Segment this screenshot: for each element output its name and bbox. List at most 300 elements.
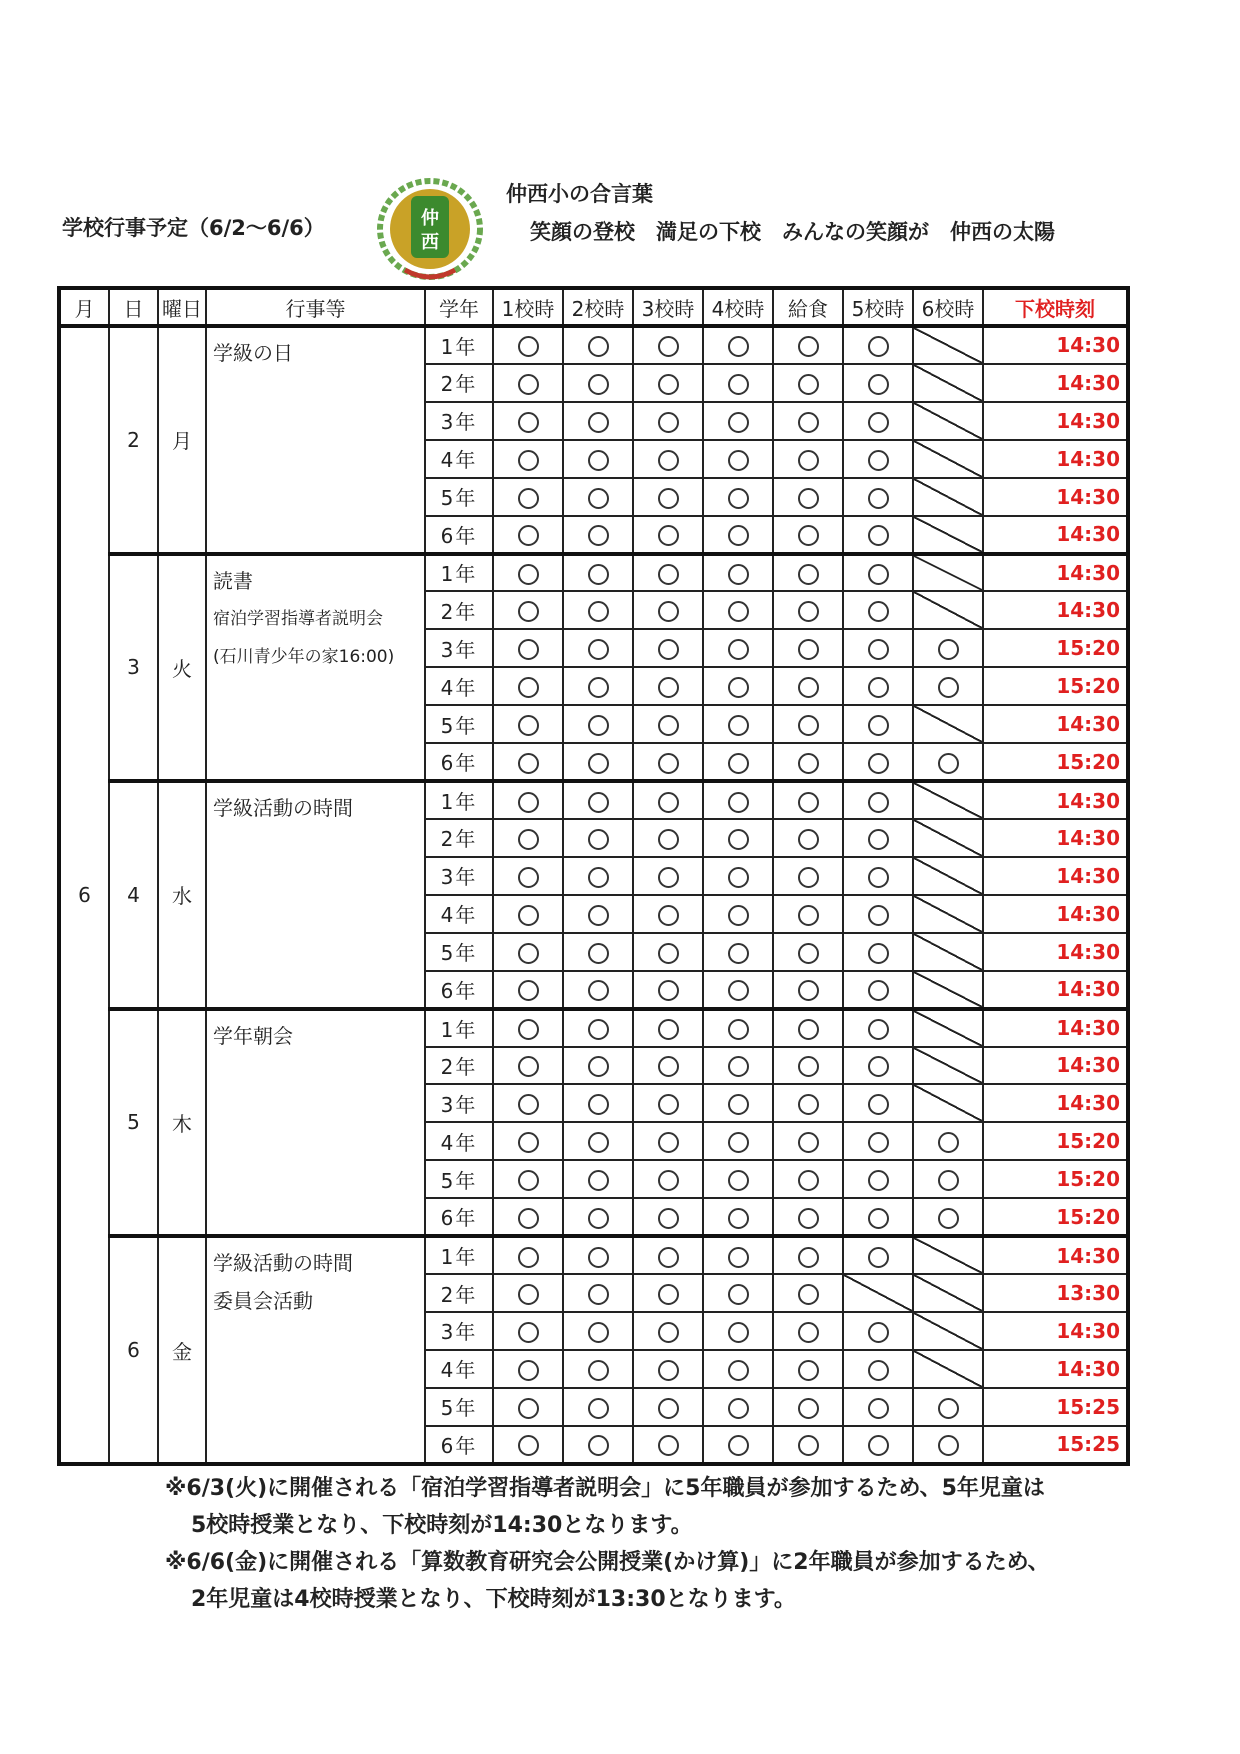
grade-cell: 6年: [425, 1426, 493, 1464]
circle-mark: [588, 564, 609, 585]
period5-cell: [843, 667, 913, 705]
period6-cell: [913, 1160, 983, 1198]
period-cell: [703, 1350, 773, 1388]
circle-mark: [798, 980, 819, 1001]
circle-mark: [938, 1208, 959, 1229]
period-cell: [773, 781, 843, 819]
dismissal-time-cell: 14:30: [983, 364, 1128, 402]
circle-mark: [658, 450, 679, 471]
circle-mark: [588, 525, 609, 546]
dismissal-time-cell: 14:30: [983, 591, 1128, 629]
period-cell: [773, 516, 843, 554]
period-cell: [773, 895, 843, 933]
period6-cell: [913, 629, 983, 667]
note-1-line-1: ※6/3(火)に開催される「宿泊学習指導者説明会」に5年職員が参加するため、5年児童は: [165, 1476, 1045, 1501]
circle-mark: [798, 525, 819, 546]
circle-mark: [798, 1132, 819, 1153]
circle-mark: [868, 943, 889, 964]
circle-mark: [728, 867, 749, 888]
period-cell: [493, 971, 563, 1009]
circle-mark: [798, 374, 819, 395]
period5-cell: [843, 554, 913, 592]
circle-mark: [588, 1170, 609, 1191]
period-cell: [703, 1312, 773, 1350]
period-cell: [703, 819, 773, 857]
dismissal-time-cell: 14:30: [983, 781, 1128, 819]
period6-cell: [913, 1426, 983, 1464]
period5-cell: [843, 1084, 913, 1122]
period-cell: [493, 1426, 563, 1464]
period6-cell: [913, 1198, 983, 1236]
dismissal-time-cell: 15:20: [983, 1198, 1128, 1236]
circle-mark: [588, 336, 609, 357]
circle-mark: [798, 943, 819, 964]
circle-mark: [728, 450, 749, 471]
col-header-2: 曜日: [158, 288, 206, 326]
circle-mark: [518, 336, 539, 357]
period-cell: [703, 516, 773, 554]
circle-mark: [798, 1360, 819, 1381]
date-cell: 2: [109, 326, 158, 554]
circle-mark: [658, 601, 679, 622]
period5-cell: [843, 819, 913, 857]
circle-mark: [728, 943, 749, 964]
circle-mark: [798, 715, 819, 736]
period-cell: [563, 819, 633, 857]
period-cell: [493, 857, 563, 895]
period-cell: [773, 1122, 843, 1160]
circle-mark: [938, 1170, 959, 1191]
period6-cell-none: [913, 554, 983, 592]
circle-mark: [588, 374, 609, 395]
period-cell: [633, 705, 703, 743]
table-row: [59, 326, 1128, 364]
circle-mark: [518, 1322, 539, 1343]
period-cell: [493, 1312, 563, 1350]
period6-cell-none: [913, 1009, 983, 1047]
period-cell: [563, 1426, 633, 1464]
period6-cell: [913, 1122, 983, 1160]
circle-mark: [658, 1019, 679, 1040]
circle-mark: [658, 1398, 679, 1419]
circle-mark: [518, 601, 539, 622]
period-cell: [633, 667, 703, 705]
period-cell: [633, 1009, 703, 1047]
period5-cell: [843, 1388, 913, 1426]
circle-mark: [518, 1170, 539, 1191]
circle-mark: [658, 715, 679, 736]
circle-mark: [728, 525, 749, 546]
event-text: 学級の日: [213, 341, 293, 365]
circle-mark: [518, 488, 539, 509]
circle-mark: [868, 639, 889, 660]
period-cell: [633, 1198, 703, 1236]
grade-cell: 5年: [425, 478, 493, 516]
period-cell: [703, 1047, 773, 1085]
circle-mark: [518, 829, 539, 850]
circle-mark: [868, 829, 889, 850]
table-row: [59, 1236, 1128, 1274]
period6-cell: [913, 1388, 983, 1426]
event-text: 読書: [213, 568, 253, 593]
period-cell: [773, 478, 843, 516]
circle-mark: [938, 677, 959, 698]
period-cell: [703, 326, 773, 364]
period-cell: [773, 554, 843, 592]
grade-cell: 2年: [425, 591, 493, 629]
period-cell: [703, 440, 773, 478]
circle-mark: [868, 564, 889, 585]
circle-mark: [588, 792, 609, 813]
circle-mark: [518, 1398, 539, 1419]
circle-mark: [868, 1170, 889, 1191]
circle-mark: [658, 1435, 679, 1456]
table-row: [59, 554, 1128, 592]
grade-cell: 2年: [425, 1047, 493, 1085]
circle-mark: [798, 1247, 819, 1268]
col-header-5: 1校時: [493, 288, 563, 326]
circle-mark: [728, 639, 749, 660]
dismissal-time-cell: 14:30: [983, 705, 1128, 743]
period-cell: [773, 1236, 843, 1274]
circle-mark: [728, 336, 749, 357]
period-cell: [773, 667, 843, 705]
event-text: 委員会活動: [213, 1289, 313, 1314]
period-cell: [633, 326, 703, 364]
circle-mark: [728, 1360, 749, 1381]
period-cell: [633, 402, 703, 440]
period-cell: [633, 1047, 703, 1085]
grade-cell: 1年: [425, 1236, 493, 1274]
circle-mark: [798, 1019, 819, 1040]
circle-mark: [658, 980, 679, 1001]
circle-mark: [588, 1094, 609, 1115]
period5-cell: [843, 857, 913, 895]
period-cell: [703, 667, 773, 705]
grade-cell: 3年: [425, 1084, 493, 1122]
circle-mark: [658, 564, 679, 585]
circle-mark: [728, 1170, 749, 1191]
period5-cell: [843, 1047, 913, 1085]
period5-cell-none: [843, 1274, 913, 1312]
circle-mark: [868, 1019, 889, 1040]
period-cell: [563, 1388, 633, 1426]
period-cell: [493, 364, 563, 402]
period6-cell-none: [913, 516, 983, 554]
circle-mark: [868, 867, 889, 888]
period-cell: [633, 554, 703, 592]
grade-cell: 2年: [425, 1274, 493, 1312]
period6-cell-none: [913, 1236, 983, 1274]
circle-mark: [518, 677, 539, 698]
circle-mark: [518, 525, 539, 546]
circle-mark: [728, 1247, 749, 1268]
period5-cell: [843, 591, 913, 629]
circle-mark: [588, 715, 609, 736]
period6-cell-none: [913, 781, 983, 819]
dismissal-time-cell: 14:30: [983, 933, 1128, 971]
period-cell: [773, 743, 843, 781]
period-cell: [493, 554, 563, 592]
circle-mark: [798, 1322, 819, 1343]
period-cell: [493, 1047, 563, 1085]
period-cell: [773, 1198, 843, 1236]
period-cell: [563, 1084, 633, 1122]
dismissal-time-cell: 14:30: [983, 1009, 1128, 1047]
period-cell: [493, 1160, 563, 1198]
period-cell: [773, 1047, 843, 1085]
col-header-0: 月: [59, 288, 109, 326]
grade-cell: 4年: [425, 440, 493, 478]
period6-cell-none: [913, 1084, 983, 1122]
circle-mark: [588, 905, 609, 926]
period-cell: [773, 364, 843, 402]
circle-mark: [868, 488, 889, 509]
period-cell: [563, 478, 633, 516]
period-cell: [703, 402, 773, 440]
schedule-table: [57, 286, 1130, 1466]
date-cell: 5: [109, 1009, 158, 1237]
circle-mark: [938, 753, 959, 774]
circle-mark: [518, 374, 539, 395]
table-body: [59, 326, 1128, 1464]
dismissal-time-cell: 14:30: [983, 402, 1128, 440]
period-cell: [493, 933, 563, 971]
period-cell: [493, 1198, 563, 1236]
circle-mark: [868, 525, 889, 546]
period6-cell: [913, 667, 983, 705]
period6-cell-none: [913, 591, 983, 629]
circle-mark: [728, 1208, 749, 1229]
circle-mark: [728, 1322, 749, 1343]
circle-mark: [798, 450, 819, 471]
event-cell: [206, 554, 425, 782]
period-cell: [633, 1236, 703, 1274]
col-header-7: 3校時: [633, 288, 703, 326]
grade-cell: 4年: [425, 1122, 493, 1160]
period-cell: [493, 1350, 563, 1388]
event-cell: [206, 1009, 425, 1237]
grade-cell: 6年: [425, 516, 493, 554]
circle-mark: [798, 601, 819, 622]
grade-cell: 4年: [425, 895, 493, 933]
event-cell: [206, 1236, 425, 1464]
circle-mark: [588, 943, 609, 964]
period-cell: [773, 1009, 843, 1047]
period-cell: [633, 1084, 703, 1122]
period5-cell: [843, 478, 913, 516]
period-cell: [563, 1236, 633, 1274]
period-cell: [633, 857, 703, 895]
circle-mark: [518, 639, 539, 660]
event-cell: [206, 326, 425, 554]
period6-cell-none: [913, 326, 983, 364]
period-cell: [563, 1160, 633, 1198]
circle-mark: [868, 601, 889, 622]
period-cell: [773, 1084, 843, 1122]
circle-mark: [658, 1360, 679, 1381]
period-cell: [563, 440, 633, 478]
circle-mark: [728, 412, 749, 433]
circle-mark: [728, 715, 749, 736]
emblem-text-2: 西: [421, 232, 439, 253]
dismissal-time-cell: 15:20: [983, 1160, 1128, 1198]
period-cell: [493, 402, 563, 440]
circle-mark: [518, 1435, 539, 1456]
circle-mark: [588, 1360, 609, 1381]
circle-mark: [518, 905, 539, 926]
dismissal-time-cell: 14:30: [983, 1047, 1128, 1085]
period-cell: [703, 1009, 773, 1047]
circle-mark: [728, 1284, 749, 1305]
period5-cell: [843, 629, 913, 667]
period-cell: [773, 971, 843, 1009]
dismissal-time-cell: 14:30: [983, 326, 1128, 364]
grade-cell: 6年: [425, 971, 493, 1009]
col-header-10: 5校時: [843, 288, 913, 326]
period-cell: [773, 857, 843, 895]
period-cell: [563, 743, 633, 781]
circle-mark: [868, 677, 889, 698]
period-cell: [633, 743, 703, 781]
period-cell: [493, 667, 563, 705]
dismissal-time-cell: 13:30: [983, 1274, 1128, 1312]
circle-mark: [658, 1322, 679, 1343]
period5-cell: [843, 933, 913, 971]
circle-mark: [868, 1132, 889, 1153]
circle-mark: [588, 1435, 609, 1456]
period-cell: [703, 1388, 773, 1426]
circle-mark: [518, 1360, 539, 1381]
dismissal-time-cell: 14:30: [983, 1084, 1128, 1122]
period-cell: [563, 402, 633, 440]
circle-mark: [658, 943, 679, 964]
weekday-cell: 水: [158, 781, 206, 1009]
circle-mark: [588, 1132, 609, 1153]
period-cell: [773, 933, 843, 971]
period-cell: [703, 364, 773, 402]
circle-mark: [798, 1208, 819, 1229]
circle-mark: [588, 1247, 609, 1268]
circle-mark: [588, 1322, 609, 1343]
circle-mark: [588, 450, 609, 471]
circle-mark: [658, 1208, 679, 1229]
circle-mark: [518, 412, 539, 433]
circle-mark: [728, 564, 749, 585]
period-cell: [563, 857, 633, 895]
period5-cell: [843, 1198, 913, 1236]
period-cell: [563, 364, 633, 402]
circle-mark: [728, 1019, 749, 1040]
circle-mark: [728, 601, 749, 622]
circle-mark: [518, 715, 539, 736]
circle-mark: [868, 1056, 889, 1077]
period-cell: [773, 1274, 843, 1312]
dismissal-time-cell: 15:25: [983, 1388, 1128, 1426]
period-cell: [563, 326, 633, 364]
period-cell: [773, 1426, 843, 1464]
period-cell: [563, 895, 633, 933]
period6-cell-none: [913, 440, 983, 478]
circle-mark: [588, 1056, 609, 1077]
grade-cell: 5年: [425, 705, 493, 743]
grade-cell: 4年: [425, 667, 493, 705]
circle-mark: [588, 1284, 609, 1305]
col-header-8: 4校時: [703, 288, 773, 326]
period6-cell: [913, 743, 983, 781]
circle-mark: [658, 1132, 679, 1153]
period-cell: [493, 1388, 563, 1426]
circle-mark: [728, 1094, 749, 1115]
col-header-1: 日: [109, 288, 158, 326]
period-cell: [773, 326, 843, 364]
period-cell: [563, 1312, 633, 1350]
circle-mark: [518, 1208, 539, 1229]
period6-cell-none: [913, 478, 983, 516]
circle-mark: [798, 1435, 819, 1456]
circle-mark: [588, 488, 609, 509]
grade-cell: 6年: [425, 743, 493, 781]
period5-cell: [843, 516, 913, 554]
circle-mark: [658, 829, 679, 850]
circle-mark: [798, 792, 819, 813]
period-cell: [493, 743, 563, 781]
period5-cell: [843, 364, 913, 402]
circle-mark: [658, 488, 679, 509]
dismissal-time-cell: 15:25: [983, 1426, 1128, 1464]
circle-mark: [868, 1322, 889, 1343]
period5-cell: [843, 1009, 913, 1047]
col-header-9: 給食: [773, 288, 843, 326]
period-cell: [563, 1350, 633, 1388]
period6-cell-none: [913, 1047, 983, 1085]
period-cell: [493, 326, 563, 364]
circle-mark: [658, 1170, 679, 1191]
period5-cell: [843, 1426, 913, 1464]
dismissal-time-cell: 14:30: [983, 895, 1128, 933]
dismissal-time-cell: 14:30: [983, 478, 1128, 516]
grade-cell: 2年: [425, 819, 493, 857]
period-cell: [563, 516, 633, 554]
period-cell: [493, 781, 563, 819]
period-cell: [633, 1122, 703, 1160]
event-text: 学級活動の時間: [213, 1251, 353, 1276]
circle-mark: [868, 792, 889, 813]
period5-cell: [843, 1236, 913, 1274]
document-title: 学校行事予定（6/2〜6/6）: [62, 216, 325, 240]
period5-cell: [843, 743, 913, 781]
period6-cell-none: [913, 819, 983, 857]
circle-mark: [518, 1284, 539, 1305]
grade-cell: 3年: [425, 1312, 493, 1350]
period-cell: [563, 933, 633, 971]
period-cell: [773, 1388, 843, 1426]
circle-mark: [728, 488, 749, 509]
circle-mark: [728, 829, 749, 850]
dismissal-time-cell: 14:30: [983, 554, 1128, 592]
period6-cell-none: [913, 1350, 983, 1388]
circle-mark: [798, 639, 819, 660]
weekday-cell: 金: [158, 1236, 206, 1464]
circle-mark: [658, 336, 679, 357]
dismissal-time-cell: 14:30: [983, 971, 1128, 1009]
period-cell: [563, 1009, 633, 1047]
period-cell: [493, 1084, 563, 1122]
circle-mark: [588, 829, 609, 850]
motto-label: 仲西小の合言葉: [506, 182, 653, 206]
period-cell: [563, 1047, 633, 1085]
period-cell: [633, 1274, 703, 1312]
